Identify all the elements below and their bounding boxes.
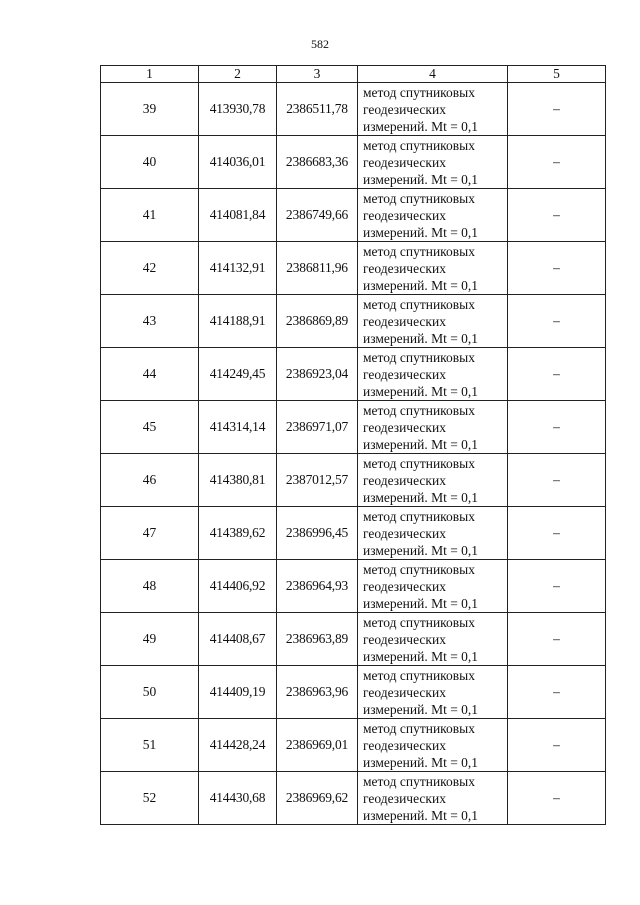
method-line: измерений. Mt = 0,1 — [363, 171, 479, 187]
method-cell — [358, 136, 508, 189]
table-row — [101, 454, 606, 507]
method-cell — [358, 348, 508, 401]
point-number-cell: 43 — [101, 295, 199, 348]
method-line: измерений. Mt = 0,1 — [363, 595, 479, 611]
method-line: измерений. Mt = 0,1 — [363, 701, 479, 717]
point-number-cell: 44 — [101, 348, 199, 401]
note-cell: – — [508, 666, 606, 719]
table-header-row — [101, 66, 606, 83]
y-coordinate-cell: 2386971,07 — [277, 401, 358, 454]
x-coordinate-cell: 414406,92 — [199, 560, 277, 613]
method-line: геодезических — [363, 472, 446, 488]
method-line: измерений. Mt = 0,1 — [363, 542, 479, 558]
x-coordinate-cell: 414389,62 — [199, 507, 277, 560]
point-number-cell: 45 — [101, 401, 199, 454]
x-coordinate-cell: 414380,81 — [199, 454, 277, 507]
x-coordinate-cell: 414428,24 — [199, 719, 277, 772]
method-line: измерений. Mt = 0,1 — [363, 330, 479, 346]
point-number-cell: 51 — [101, 719, 199, 772]
method-line: геодезических — [363, 790, 446, 806]
method-line: метод спутниковых — [363, 455, 475, 471]
method-line: измерений. Mt = 0,1 — [363, 754, 479, 770]
note-cell: – — [508, 719, 606, 772]
x-coordinate-cell: 414409,19 — [199, 666, 277, 719]
method-line: метод спутниковых — [363, 773, 475, 789]
table-row — [101, 83, 606, 136]
y-coordinate-cell: 2386869,89 — [277, 295, 358, 348]
note-cell: – — [508, 401, 606, 454]
method-cell — [358, 295, 508, 348]
method-line: метод спутниковых — [363, 243, 475, 259]
page-number: 582 — [311, 37, 329, 51]
method-cell — [358, 613, 508, 666]
method-line: геодезических — [363, 419, 446, 435]
table-row — [101, 348, 606, 401]
x-coordinate-cell: 414408,67 — [199, 613, 277, 666]
note-cell: – — [508, 136, 606, 189]
method-line: геодезических — [363, 313, 446, 329]
method-cell — [358, 666, 508, 719]
method-line: геодезических — [363, 207, 446, 223]
note-cell: – — [508, 507, 606, 560]
x-coordinate-cell: 414188,91 — [199, 295, 277, 348]
y-coordinate-cell: 2386969,01 — [277, 719, 358, 772]
note-cell: – — [508, 454, 606, 507]
method-cell — [358, 719, 508, 772]
method-cell — [358, 560, 508, 613]
column-header-5: 5 — [508, 66, 606, 83]
method-line: геодезических — [363, 525, 446, 541]
y-coordinate-cell: 2387012,57 — [277, 454, 358, 507]
y-coordinate-cell: 2386811,96 — [277, 242, 358, 295]
y-coordinate-cell: 2386964,93 — [277, 560, 358, 613]
method-line: геодезических — [363, 631, 446, 647]
table-row — [101, 666, 606, 719]
method-cell — [358, 189, 508, 242]
table-row — [101, 613, 606, 666]
note-cell: – — [508, 83, 606, 136]
method-line: измерений. Mt = 0,1 — [363, 807, 479, 823]
y-coordinate-cell: 2386749,66 — [277, 189, 358, 242]
y-coordinate-cell: 2386923,04 — [277, 348, 358, 401]
x-coordinate-cell: 414036,01 — [199, 136, 277, 189]
method-line: геодезических — [363, 101, 446, 117]
method-line: геодезических — [363, 260, 446, 276]
method-line: метод спутниковых — [363, 561, 475, 577]
method-line: метод спутниковых — [363, 402, 475, 418]
method-line: измерений. Mt = 0,1 — [363, 383, 479, 399]
table-row — [101, 772, 606, 825]
point-number-cell: 41 — [101, 189, 199, 242]
method-line: геодезических — [363, 366, 446, 382]
method-line: геодезических — [363, 684, 446, 700]
y-coordinate-cell: 2386996,45 — [277, 507, 358, 560]
note-cell: – — [508, 295, 606, 348]
table-row — [101, 295, 606, 348]
method-line: метод спутниковых — [363, 296, 475, 312]
x-coordinate-cell: 414430,68 — [199, 772, 277, 825]
note-cell: – — [508, 613, 606, 666]
method-cell — [358, 507, 508, 560]
y-coordinate-cell: 2386969,62 — [277, 772, 358, 825]
method-line: геодезических — [363, 154, 446, 170]
coordinates-table — [100, 65, 606, 825]
method-line: измерений. Mt = 0,1 — [363, 648, 479, 664]
note-cell: – — [508, 189, 606, 242]
method-line: измерений. Mt = 0,1 — [363, 489, 479, 505]
column-header-3: 3 — [277, 66, 358, 83]
method-line: геодезических — [363, 578, 446, 594]
method-line: метод спутниковых — [363, 137, 475, 153]
y-coordinate-cell: 2386511,78 — [277, 83, 358, 136]
x-coordinate-cell: 413930,78 — [199, 83, 277, 136]
table-row — [101, 401, 606, 454]
point-number-cell: 47 — [101, 507, 199, 560]
note-cell: – — [508, 348, 606, 401]
note-cell: – — [508, 772, 606, 825]
method-line: измерений. Mt = 0,1 — [363, 118, 479, 134]
table-row — [101, 507, 606, 560]
point-number-cell: 48 — [101, 560, 199, 613]
method-line: геодезических — [363, 737, 446, 753]
x-coordinate-cell: 414314,14 — [199, 401, 277, 454]
method-line: метод спутниковых — [363, 614, 475, 630]
x-coordinate-cell: 414249,45 — [199, 348, 277, 401]
point-number-cell: 46 — [101, 454, 199, 507]
table-row — [101, 560, 606, 613]
method-cell — [358, 83, 508, 136]
method-line: измерений. Mt = 0,1 — [363, 436, 479, 452]
column-header-4: 4 — [358, 66, 508, 83]
point-number-cell: 40 — [101, 136, 199, 189]
method-cell — [358, 454, 508, 507]
table-row — [101, 189, 606, 242]
table-row — [101, 242, 606, 295]
method-line: метод спутниковых — [363, 508, 475, 524]
method-cell — [358, 242, 508, 295]
table-row — [101, 719, 606, 772]
column-header-2: 2 — [199, 66, 277, 83]
y-coordinate-cell: 2386963,89 — [277, 613, 358, 666]
method-line: измерений. Mt = 0,1 — [363, 277, 479, 293]
method-line: измерений. Mt = 0,1 — [363, 224, 479, 240]
y-coordinate-cell: 2386963,96 — [277, 666, 358, 719]
y-coordinate-cell: 2386683,36 — [277, 136, 358, 189]
method-line: метод спутниковых — [363, 667, 475, 683]
point-number-cell: 49 — [101, 613, 199, 666]
method-line: метод спутниковых — [363, 349, 475, 365]
x-coordinate-cell: 414081,84 — [199, 189, 277, 242]
method-line: метод спутниковых — [363, 190, 475, 206]
note-cell: – — [508, 242, 606, 295]
method-line: метод спутниковых — [363, 720, 475, 736]
point-number-cell: 42 — [101, 242, 199, 295]
point-number-cell: 39 — [101, 83, 199, 136]
method-cell — [358, 772, 508, 825]
x-coordinate-cell: 414132,91 — [199, 242, 277, 295]
method-line: метод спутниковых — [363, 84, 475, 100]
method-cell — [358, 401, 508, 454]
point-number-cell: 50 — [101, 666, 199, 719]
note-cell: – — [508, 560, 606, 613]
point-number-cell: 52 — [101, 772, 199, 825]
column-header-1: 1 — [101, 66, 199, 83]
table-row — [101, 136, 606, 189]
